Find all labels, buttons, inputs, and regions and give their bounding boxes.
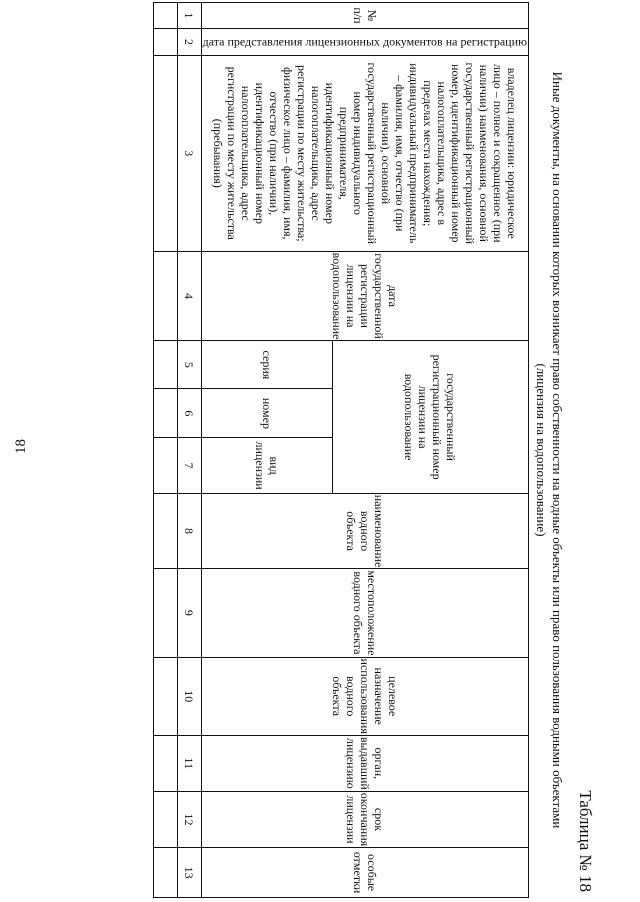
col-number: 8 <box>177 493 201 569</box>
empty-cell <box>153 848 177 898</box>
col-number: 9 <box>177 569 201 657</box>
header-number: номер <box>201 389 332 438</box>
table-label-text: Таблица № 18 <box>576 790 595 892</box>
empty-cell <box>153 657 177 735</box>
empty-cell <box>153 791 177 847</box>
header-notes: особые отметки <box>201 848 528 898</box>
col-number: 2 <box>177 28 201 55</box>
col-number: 10 <box>177 657 201 735</box>
caption <box>533 2 565 898</box>
empty-cell <box>153 735 177 791</box>
col-number: 5 <box>177 341 201 389</box>
header-water-name: наименование водного объекта <box>201 493 528 569</box>
header-reg-number-group: государственный регистрационный номер лицензии на водопользование <box>332 341 528 493</box>
col-number: 6 <box>177 389 201 438</box>
col-number: 13 <box>177 848 201 898</box>
col-number: 4 <box>177 251 201 341</box>
header-purpose: целевое назначение использования водного объекта <box>201 657 528 735</box>
header-series: серия <box>201 341 332 389</box>
empty-cell <box>153 341 177 389</box>
empty-cell <box>153 389 177 438</box>
col-number: 11 <box>177 735 201 791</box>
caption-line1: Иные документы, на основании которых возникает право собственности на водные объекты или право пользования водными объектами <box>550 71 565 829</box>
header-num: № п/п <box>201 3 528 29</box>
col-number: 3 <box>177 55 201 251</box>
header-water-location: местоположение водного объекта <box>201 569 528 657</box>
table-rotator <box>45 2 595 898</box>
col-number: 12 <box>177 791 201 847</box>
header-owner: владелец лицензии: юридическое лицо – полное и сокращенное (при наличии) наименования, основной государственный регистрационный номер, идентификационный номер налогоплательщика, адрес в пределах места нахождения; индивидуальный предприниматель – фамилия, имя, отчество (при наличии), основной государственный регистрационный номер индивидуального предпринимателя, идентификационный номер налогоплательщика, адрес регистрации по месту жительства; физическое лицо – фамилия, имя, отчество (при наличии), идентификационный номер налогоплательщика, адрес регистрации по месту жительства (пребывания) <box>201 55 528 251</box>
col-number: 7 <box>177 438 201 493</box>
col-number: 1 <box>177 3 201 29</box>
header-date-submit: дата представления лицензионных документов на регистрацию <box>201 28 528 55</box>
empty-cell <box>153 55 177 251</box>
header-issuer: орган, выдавший лицензию <box>201 735 528 791</box>
header-reg-date: дата государственной регистрации лицензии на водопользование <box>201 251 528 341</box>
header-license-type: вид лицензии <box>201 438 332 493</box>
empty-cell <box>153 251 177 341</box>
empty-cell <box>153 3 177 29</box>
page-number: 18 <box>13 439 29 454</box>
caption-line2: (лицензия на водопользование) <box>534 363 549 537</box>
empty-cell <box>153 493 177 569</box>
empty-cell <box>153 438 177 493</box>
empty-cell <box>153 28 177 55</box>
license-table <box>153 2 529 898</box>
header-expiry: срок окончания лицензии <box>201 791 528 847</box>
empty-cell <box>153 569 177 657</box>
